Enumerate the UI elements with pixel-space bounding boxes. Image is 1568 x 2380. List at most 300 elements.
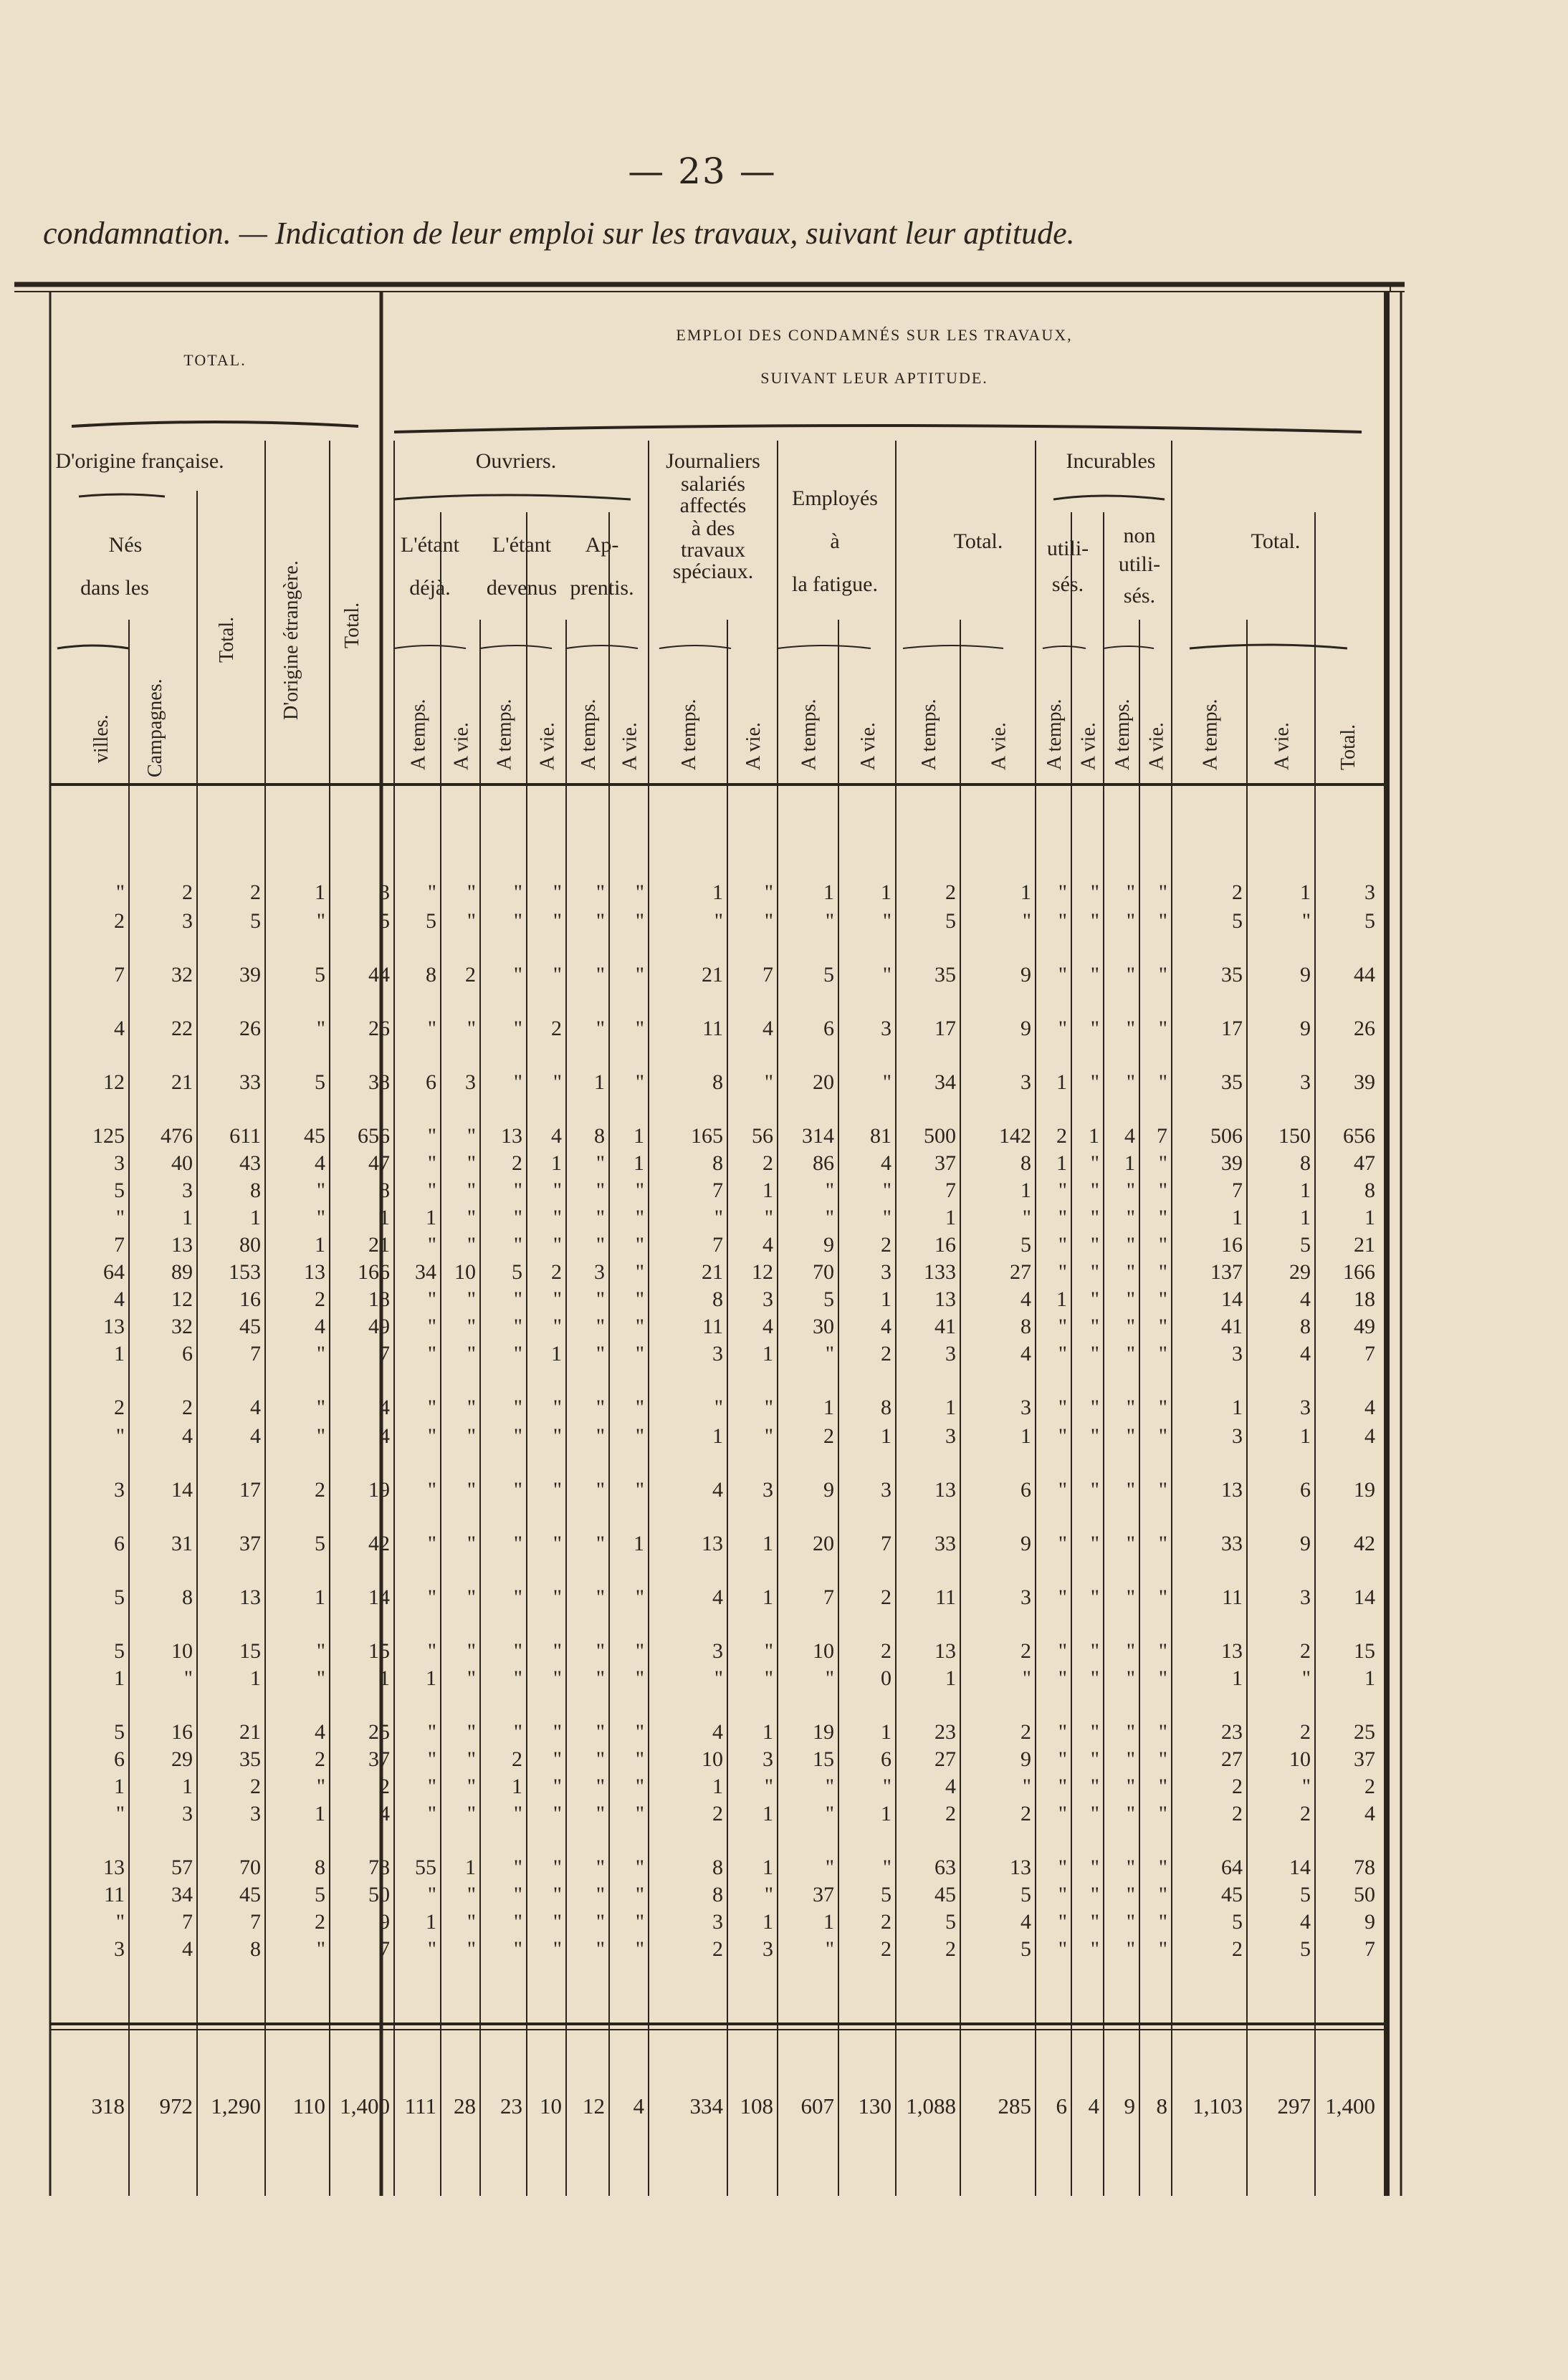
table-cell: " xyxy=(1090,1478,1099,1502)
table-cell: " xyxy=(553,1910,562,1934)
table-cell: " xyxy=(553,1315,562,1338)
table-cell: 47 xyxy=(368,1151,390,1175)
table-cell: " xyxy=(1126,1802,1135,1825)
table-cell: " xyxy=(467,1802,476,1825)
table-cell: 13 xyxy=(171,1233,193,1257)
table-cell: 3 xyxy=(763,1937,773,1961)
table-cell: " xyxy=(1158,1424,1167,1448)
table-cell: " xyxy=(596,1206,605,1229)
table-cell: 6 xyxy=(1020,1478,1031,1502)
table-cell: 8 xyxy=(250,1937,261,1961)
table-cell: 166 xyxy=(358,1260,390,1284)
table-cell: " xyxy=(825,1802,834,1825)
table-cell: 4 xyxy=(1364,1396,1375,1419)
table-cell: 4 xyxy=(114,1287,125,1311)
table-cell: 45 xyxy=(934,1883,956,1906)
table-cell: 2 xyxy=(712,1802,723,1825)
table-cell: 4 xyxy=(1300,1910,1311,1934)
table-cell: 18 xyxy=(368,1287,390,1311)
table-cell: " xyxy=(1126,1017,1135,1040)
table-cell: 45 xyxy=(239,1315,261,1338)
table-cell: " xyxy=(1126,1260,1135,1284)
table-cell: " xyxy=(596,1478,605,1502)
table-cell: 4 xyxy=(250,1424,261,1448)
table-cell: " xyxy=(467,1478,476,1502)
table-cell: 17 xyxy=(239,1478,261,1502)
table-cell: " xyxy=(115,880,125,904)
table-cell: " xyxy=(1090,1151,1099,1175)
table-cell: 64 xyxy=(103,1260,125,1284)
table-cell: " xyxy=(1090,1720,1099,1744)
table-cell: " xyxy=(427,1017,436,1040)
table-cell: " xyxy=(635,909,644,933)
total-cell: 110 xyxy=(292,2093,325,2119)
header-non-utilises-2: utili- xyxy=(1118,552,1161,576)
table-cell: " xyxy=(1090,1424,1099,1448)
table-cell: 1 xyxy=(250,1206,261,1229)
table-cell: 8 xyxy=(712,1070,723,1094)
table-cell: 165 xyxy=(691,1124,723,1148)
table-cell: " xyxy=(1058,1396,1067,1419)
table-cell: " xyxy=(596,909,605,933)
table-cell: 2 xyxy=(1232,1775,1243,1798)
table-cell: " xyxy=(635,1802,644,1825)
table-cell: 35 xyxy=(1221,1070,1243,1094)
table-cell: " xyxy=(1158,1179,1167,1202)
table-cell: " xyxy=(427,1478,436,1502)
table-cell: 14 xyxy=(1221,1287,1243,1311)
table-cell: 50 xyxy=(368,1883,390,1906)
table-cell: 8 xyxy=(379,1179,390,1202)
table-cell: " xyxy=(467,1124,476,1148)
table-cell: " xyxy=(513,1720,522,1744)
table-cell: " xyxy=(1058,1666,1067,1690)
table-cell: " xyxy=(553,1478,562,1502)
table-cell: " xyxy=(635,1720,644,1744)
table-cell: " xyxy=(1158,909,1167,933)
table-cell: 125 xyxy=(92,1124,125,1148)
table-cell: " xyxy=(467,909,476,933)
table-cell: 4 xyxy=(712,1720,723,1744)
table-cell: " xyxy=(427,1802,436,1825)
table-cell: 63 xyxy=(934,1856,956,1879)
table-cell: 45 xyxy=(1221,1883,1243,1906)
table-cell: 1 xyxy=(315,1802,325,1825)
total-cell: 1,400 xyxy=(340,2093,390,2119)
table-cell: 49 xyxy=(368,1315,390,1338)
table-cell: " xyxy=(1090,1070,1099,1094)
header-employes-2: à xyxy=(830,529,840,553)
table-cell: " xyxy=(635,1856,644,1879)
table-cell: " xyxy=(1158,1070,1167,1094)
table-cell: 3 xyxy=(763,1478,773,1502)
table-cell: 2 xyxy=(250,880,261,904)
table-cell: 1 xyxy=(823,880,834,904)
table-cell: 4 xyxy=(379,1424,390,1448)
table-cell: 13 xyxy=(501,1124,522,1148)
table-cell: " xyxy=(467,880,476,904)
table-cell: 2 xyxy=(512,1151,522,1175)
table-cell: 1 xyxy=(551,1342,562,1366)
table-cell: " xyxy=(635,1233,644,1257)
table-cell: 6 xyxy=(426,1070,436,1094)
header-villes: villes. xyxy=(90,714,113,763)
table-cell: 2 xyxy=(512,1747,522,1771)
table-cell: " xyxy=(764,1424,773,1448)
table-cell: " xyxy=(467,1883,476,1906)
table-cell: " xyxy=(513,1017,522,1040)
table-cell: " xyxy=(427,1124,436,1148)
table-cell: 27 xyxy=(934,1747,956,1771)
table-cell: 18 xyxy=(1354,1287,1375,1311)
table-cell: 2 xyxy=(945,880,956,904)
table-cell: 4 xyxy=(315,1151,325,1175)
table-cell: 3 xyxy=(945,1342,956,1366)
table-cell: " xyxy=(1058,1179,1067,1202)
table-cell: 1 xyxy=(763,1179,773,1202)
table-cell: " xyxy=(882,1856,891,1879)
table-cell: 3 xyxy=(1300,1396,1311,1419)
table-cell: " xyxy=(183,1666,193,1690)
table-cell: " xyxy=(635,1342,644,1366)
table-cell: 4 xyxy=(182,1424,193,1448)
table-cell: " xyxy=(1126,1179,1135,1202)
table-cell: 1 xyxy=(315,880,325,904)
table-cell: 26 xyxy=(1354,1017,1375,1040)
table-cell: 3 xyxy=(182,1179,193,1202)
table-cell: " xyxy=(553,1639,562,1663)
table-cell: 5 xyxy=(1232,1910,1243,1934)
table-cell: 5 xyxy=(1364,909,1375,933)
table-cell: 3 xyxy=(1020,1070,1031,1094)
table-cell: " xyxy=(882,1206,891,1229)
table-cell: 1 xyxy=(881,880,891,904)
table-cell: " xyxy=(635,1883,644,1906)
table-cell: " xyxy=(825,1856,834,1879)
table-cell: 17 xyxy=(934,1017,956,1040)
table-cell: " xyxy=(513,1883,522,1906)
header-total-emploi: Total. xyxy=(953,529,1003,553)
table-cell: " xyxy=(115,1206,125,1229)
table-cell: 37 xyxy=(239,1532,261,1555)
table-cell: 3 xyxy=(114,1478,125,1502)
table-cell: 56 xyxy=(752,1124,773,1148)
table-cell: 3 xyxy=(1020,1585,1031,1609)
table-cell: " xyxy=(1126,1206,1135,1229)
table-cell: " xyxy=(1126,1775,1135,1798)
table-cell: " xyxy=(553,880,562,904)
header-etant-deja-2: déjà. xyxy=(409,576,451,600)
table-cell: " xyxy=(1158,1856,1167,1879)
table-cell: " xyxy=(1126,1937,1135,1961)
table-cell: 4 xyxy=(1300,1287,1311,1311)
table-cell: 5 xyxy=(512,1260,522,1284)
table-cell: 80 xyxy=(239,1233,261,1257)
table-cell: 2 xyxy=(881,1342,891,1366)
header-etant-devenus-1: L'étant xyxy=(492,533,552,557)
table-cell: " xyxy=(635,880,644,904)
table-cell: " xyxy=(1058,1315,1067,1338)
table-cell: " xyxy=(467,1342,476,1366)
header-nes: Nés xyxy=(108,533,143,557)
table-cell: " xyxy=(1058,1233,1067,1257)
table-cell: 314 xyxy=(802,1124,834,1148)
table-cell: 3 xyxy=(712,1910,723,1934)
header-journaliers-3: affectés xyxy=(679,494,747,517)
table-cell: " xyxy=(427,1775,436,1798)
table-cell: " xyxy=(467,1315,476,1338)
table-cell: 44 xyxy=(1354,963,1375,987)
table-cell: " xyxy=(596,1532,605,1555)
table-cell: " xyxy=(553,1287,562,1311)
table-cell: 9 xyxy=(1020,963,1031,987)
table-cell: " xyxy=(1090,1910,1099,1934)
table-cell: 13 xyxy=(1221,1639,1243,1663)
table-cell: " xyxy=(513,1396,522,1419)
table-cell: " xyxy=(1090,1856,1099,1879)
table-cell: 8 xyxy=(1300,1151,1311,1175)
table-cell: 611 xyxy=(229,1124,261,1148)
header-ouvriers: Ouvriers. xyxy=(475,449,557,473)
table-cell: " xyxy=(316,1937,325,1961)
table-cell: 37 xyxy=(934,1151,956,1175)
table-cell: 4 xyxy=(379,1802,390,1825)
table-cell: " xyxy=(635,1478,644,1502)
table-cell: 1 xyxy=(182,1775,193,1798)
table-cell: " xyxy=(467,1639,476,1663)
table-cell: " xyxy=(1058,1639,1067,1663)
table-cell: " xyxy=(427,1342,436,1366)
table-cell: 4 xyxy=(763,1017,773,1040)
table-cell: 3 xyxy=(114,1937,125,1961)
table-cell: " xyxy=(635,963,644,987)
table-cell: 16 xyxy=(171,1720,193,1744)
table-cell: 1 xyxy=(114,1666,125,1690)
table-cell: " xyxy=(316,1179,325,1202)
table-cell: " xyxy=(635,1666,644,1690)
table-cell: " xyxy=(596,1017,605,1040)
table-cell: 10 xyxy=(454,1260,476,1284)
table-cell: 1 xyxy=(945,1666,956,1690)
table-cell: " xyxy=(635,1287,644,1311)
table-cell: 4 xyxy=(1300,1342,1311,1366)
table-cell: 2 xyxy=(1020,1639,1031,1663)
table-cell: " xyxy=(1126,880,1135,904)
header-utilises-2: sés. xyxy=(1051,572,1084,596)
table-cell: 1 xyxy=(763,1585,773,1609)
subheader-a-vie: A vie. xyxy=(1145,722,1168,770)
table-cell: " xyxy=(1090,1883,1099,1906)
subheader-total: Total. xyxy=(1337,724,1359,770)
table-cell: 34 xyxy=(171,1883,193,1906)
table-cell: 33 xyxy=(1221,1532,1243,1555)
table-cell: 49 xyxy=(1354,1315,1375,1338)
table-cell: 4 xyxy=(712,1478,723,1502)
table-cell: 55 xyxy=(415,1856,436,1879)
table-cell: 1 xyxy=(1232,1206,1243,1229)
table-cell: 5 xyxy=(114,1639,125,1663)
subheader-a-temps: A temps. xyxy=(1199,699,1222,770)
table-cell: " xyxy=(427,1233,436,1257)
table-cell: " xyxy=(513,880,522,904)
table-cell: " xyxy=(596,880,605,904)
table-cell: " xyxy=(513,1315,522,1338)
table-cell: " xyxy=(635,1315,644,1338)
table-cell: " xyxy=(596,1342,605,1366)
table-cell: 9 xyxy=(823,1233,834,1257)
table-cell: " xyxy=(1301,1775,1311,1798)
table-cell: " xyxy=(467,1775,476,1798)
table-cell: " xyxy=(115,1424,125,1448)
table-cell: 1 xyxy=(823,1910,834,1934)
table-cell: 4 xyxy=(1020,1910,1031,1934)
table-cell: " xyxy=(596,1396,605,1419)
table-cell: 2 xyxy=(465,963,476,987)
table-cell: 1 xyxy=(1300,1206,1311,1229)
table-cell: " xyxy=(1090,1342,1099,1366)
table-cell: 40 xyxy=(171,1151,193,1175)
table-cell: 8 xyxy=(1300,1315,1311,1338)
total-cell: 6 xyxy=(1056,2093,1067,2119)
table-cell: 4 xyxy=(182,1937,193,1961)
table-cell: " xyxy=(427,1937,436,1961)
table-cell: 1 xyxy=(881,1424,891,1448)
table-cell: 3 xyxy=(881,1017,891,1040)
table-cell: " xyxy=(553,1532,562,1555)
table-cell: 35 xyxy=(934,963,956,987)
table-cell: 8 xyxy=(1364,1179,1375,1202)
table-cell: 26 xyxy=(368,1017,390,1040)
table-cell: " xyxy=(467,1585,476,1609)
total-cell: 1,103 xyxy=(1192,2093,1243,2119)
table-cell: 21 xyxy=(702,963,723,987)
table-cell: " xyxy=(1058,1532,1067,1555)
table-cell: 2 xyxy=(1300,1720,1311,1744)
table-cell: 9 xyxy=(1300,1532,1311,1555)
table-cell: " xyxy=(764,1396,773,1419)
total-cell: 108 xyxy=(740,2093,773,2119)
table-cell: " xyxy=(1301,1666,1311,1690)
table-cell: " xyxy=(764,1206,773,1229)
table-cell: 9 xyxy=(823,1478,834,1502)
table-cell: " xyxy=(714,1206,723,1229)
table-cell: 1 xyxy=(1232,1666,1243,1690)
table-cell: " xyxy=(1058,1910,1067,1934)
table-cell: 506 xyxy=(1210,1124,1243,1148)
table-cell: " xyxy=(1090,1747,1099,1771)
table-cell: " xyxy=(635,1206,644,1229)
table-cell: 4 xyxy=(763,1315,773,1338)
table-cell: 4 xyxy=(945,1775,956,1798)
table-cell: 6 xyxy=(182,1342,193,1366)
table-cell: " xyxy=(1058,1937,1067,1961)
table-cell: 32 xyxy=(171,963,193,987)
statistics-table xyxy=(14,276,1412,2213)
table-cell: " xyxy=(467,1017,476,1040)
table-cell: 20 xyxy=(813,1532,834,1555)
table-cell: 2 xyxy=(182,880,193,904)
table-cell: 1 xyxy=(1089,1124,1099,1148)
table-cell: " xyxy=(513,1532,522,1555)
table-cell: 1 xyxy=(426,1910,436,1934)
table-cell: " xyxy=(882,1070,891,1094)
table-cell: 4 xyxy=(1364,1424,1375,1448)
table-cell: 9 xyxy=(1020,1747,1031,1771)
table-cell: " xyxy=(1058,1585,1067,1609)
table-cell: 4 xyxy=(1020,1287,1031,1311)
table-cell: 7 xyxy=(1364,1937,1375,1961)
table-cell: " xyxy=(764,1666,773,1690)
table-cell: 33 xyxy=(239,1070,261,1094)
table-cell: 14 xyxy=(1289,1856,1311,1879)
table-cell: 42 xyxy=(1354,1532,1375,1555)
table-cell: 11 xyxy=(702,1315,723,1338)
table-cell: 1 xyxy=(1020,1424,1031,1448)
table-cell: 1 xyxy=(763,1910,773,1934)
table-cell: " xyxy=(513,1856,522,1879)
table-cell: 2 xyxy=(1300,1802,1311,1825)
table-cell: " xyxy=(1090,1017,1099,1040)
table-cell: " xyxy=(553,1883,562,1906)
table-cell: " xyxy=(1126,1396,1135,1419)
table-cell: " xyxy=(1126,1424,1135,1448)
table-cell: 7 xyxy=(823,1585,834,1609)
table-cell: " xyxy=(1158,1017,1167,1040)
table-cell: 1 xyxy=(1124,1151,1135,1175)
table-cell: 10 xyxy=(813,1639,834,1663)
table-cell: 3 xyxy=(465,1070,476,1094)
table-cell: 32 xyxy=(171,1315,193,1338)
table-cell: " xyxy=(1090,1666,1099,1690)
table-cell: 41 xyxy=(934,1315,956,1338)
table-cell: 11 xyxy=(702,1017,723,1040)
table-cell: 6 xyxy=(114,1747,125,1771)
table-cell: " xyxy=(1126,1747,1135,1771)
table-cell: 3 xyxy=(1364,880,1375,904)
table-cell: 13 xyxy=(934,1287,956,1311)
table-cell: " xyxy=(1058,909,1067,933)
table-cell: 1 xyxy=(594,1070,605,1094)
table-cell: 4 xyxy=(551,1124,562,1148)
table-cell: 14 xyxy=(1354,1585,1375,1609)
table-cell: " xyxy=(1058,963,1067,987)
table-cell: " xyxy=(1090,1937,1099,1961)
total-cell: 1,400 xyxy=(1325,2093,1375,2119)
table-cell: 31 xyxy=(171,1532,193,1555)
table-cell: 2 xyxy=(1232,880,1243,904)
table-cell: 656 xyxy=(1343,1124,1375,1148)
table-cell: 2 xyxy=(250,1775,261,1798)
table-cell: 7 xyxy=(712,1179,723,1202)
table-cell: 3 xyxy=(1232,1342,1243,1366)
table-cell: 1 xyxy=(1232,1396,1243,1419)
table-cell: 1 xyxy=(634,1124,644,1148)
table-cell: 42 xyxy=(368,1532,390,1555)
table-cell: " xyxy=(553,1937,562,1961)
table-cell: 2 xyxy=(551,1017,562,1040)
table-cell: " xyxy=(714,909,723,933)
table-cell: 37 xyxy=(1354,1747,1375,1771)
table-cell: 13 xyxy=(1221,1478,1243,1502)
total-cell: 111 xyxy=(404,2093,436,2119)
header-non-utilises-1: non xyxy=(1123,524,1156,547)
table-cell: " xyxy=(467,1151,476,1175)
subheader-a-temps: A temps. xyxy=(678,699,700,770)
table-cell: " xyxy=(1158,1315,1167,1338)
table-cell: " xyxy=(513,1937,522,1961)
table-cell: 7 xyxy=(881,1532,891,1555)
table-cell: 3 xyxy=(1232,1424,1243,1448)
